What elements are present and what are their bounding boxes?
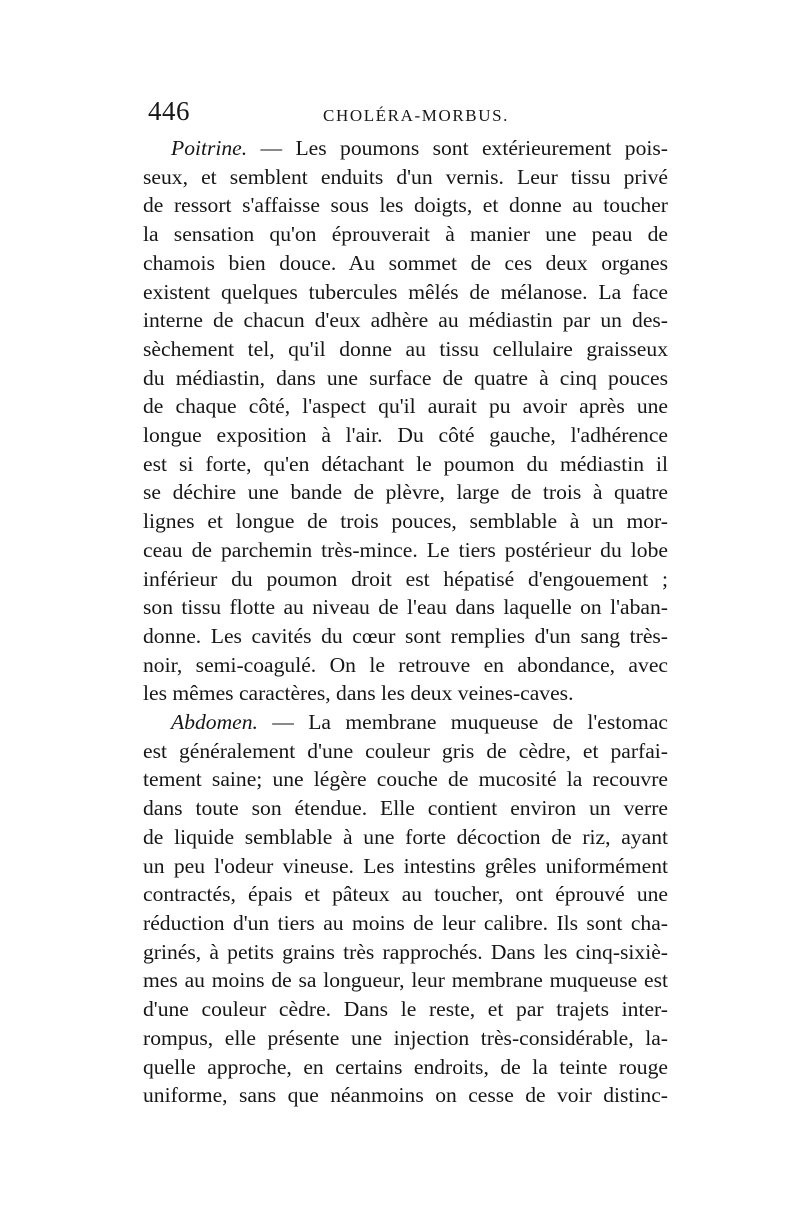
text-line: tement saine; une légère couche de mucosité la recouvre xyxy=(143,767,668,792)
text-line: est si forte, qu'en détachant le poumon du médiastin il xyxy=(143,451,668,476)
text-line: Abdomen. — La membrane muqueuse de l'estomac xyxy=(171,710,668,735)
text-line: quelle approche, en certains endroits, de la teinte rouge xyxy=(143,1054,668,1079)
text-line: mes au moins de sa longueur, leur membrane muqueuse est xyxy=(143,968,668,993)
section-lead: Poitrine. xyxy=(171,136,248,160)
text-line: grinés, à petits grains très rapprochés. Dans les cinq-sixiè- xyxy=(143,939,668,964)
page-number: 446 xyxy=(148,96,190,126)
text-line: est généralement d'une couleur gris de cèdre, et parfai- xyxy=(143,738,668,763)
page-header xyxy=(148,96,668,136)
text-line: la sensation qu'on éprouverait à manier une peau de xyxy=(143,222,668,247)
text-line: longue exposition à l'air. Du côté gauche, l'adhérence xyxy=(143,423,668,448)
text-line: seux, et semblent enduits d'un vernis. Leur tissu privé xyxy=(143,164,668,189)
text-line: lignes et longue de trois pouces, semblable à un mor- xyxy=(143,509,668,534)
text-line: rompus, elle présente une injection très-considérable, la- xyxy=(143,1025,668,1050)
text-line: uniforme, sans que néanmoins on cesse de voir distinc- xyxy=(143,1083,668,1108)
text-line: ceau de parchemin très-mince. Le tiers postérieur du lobe xyxy=(143,537,668,562)
text-line: inférieur du poumon droit est hépatisé d'engouement ; xyxy=(143,566,668,591)
text-line: de ressort s'affaisse sous les doigts, et donne au toucher xyxy=(143,193,668,218)
text-line: son tissu flotte au niveau de l'eau dans laquelle on l'aban- xyxy=(143,595,668,620)
text-line: se déchire une bande de plèvre, large de trois à quatre xyxy=(143,480,668,505)
text-line: contractés, épais et pâteux au toucher, ont éprouvé une xyxy=(143,882,668,907)
text-line: les mêmes caractères, dans les deux veines-caves. xyxy=(143,681,574,706)
text-line: noir, semi-coagulé. On le retrouve en abondance, avec xyxy=(143,652,668,677)
text-line: donne. Les cavités du cœur sont remplies d'un sang très- xyxy=(143,623,668,648)
text-line: chamois bien douce. Au sommet de ces deux organes xyxy=(143,250,668,275)
text-line: de liquide semblable à une forte décoction de riz, ayant xyxy=(143,824,668,849)
text-line: du médiastin, dans une surface de quatre à cinq pouces xyxy=(143,365,668,390)
text-line: existent quelques tubercules mêlés de mélanose. La face xyxy=(143,279,668,304)
text-line: interne de chacun d'eux adhère au médiastin par un des- xyxy=(143,308,668,333)
text-line: Poitrine. — Les poumons sont extérieurement pois- xyxy=(171,136,668,160)
text-line: réduction d'un tiers au moins de leur calibre. Ils sont cha- xyxy=(143,910,668,935)
body-text xyxy=(143,134,668,1110)
text-line: un peu l'odeur vineuse. Les intestins grêles uniformément xyxy=(143,853,668,878)
text-line: de chaque côté, l'aspect qu'il aurait pu avoir après une xyxy=(143,394,668,419)
text-line: d'une couleur cèdre. Dans le reste, et par trajets inter- xyxy=(143,997,668,1022)
text-line: dans toute son étendue. Elle contient environ un verre xyxy=(143,796,668,821)
section-lead: Abdomen. xyxy=(171,710,258,735)
text-line: sèchement tel, qu'il donne au tissu cellulaire graisseux xyxy=(143,336,668,361)
running-title: CHOLÉRA-MORBUS. xyxy=(323,106,509,125)
